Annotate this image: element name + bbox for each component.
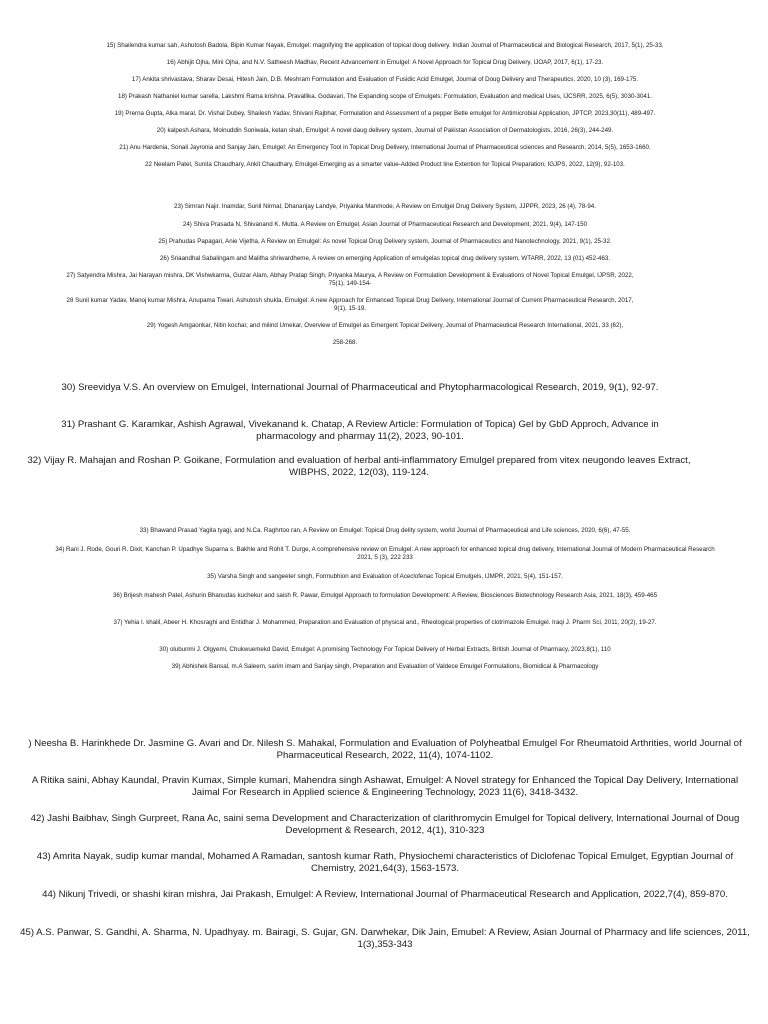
reference-16: 16) Abhijit Ojha, Mini Ojha, and N.V. Satheesh Madhav, Recent Advancement in Emulgel: A Novel Approach for Topical Drug Delivery, IJOAP, 2017, 6(1), 17-23.: [166, 59, 604, 66]
reference-26: 26) Sriaandhal Sabalingam and Malitha shriwardheme, A review on emerging Application of emulgelas topical drug delivery system, WTARR, 2022, 13 (01) 452-463.: [159, 255, 611, 262]
reference-39: 39) Abhishek Bansal, m.A Saleem, sarim imam and Sanjay singh, Preparation and Evaluation of Valdece Emulgel Formulations, Biomidical & Pharmacology: [171, 663, 599, 670]
reference-27: 27) Satyendra Mishra, Jai Narayan mishra, DK Vishwkarma, Gulzar Alam, Abhay Pratap Singh, Priyanka Maurya, A Review on Formulation Development & Evaluations of Novel Topical Emulgel, IJPSR, 2022, 75(1), 149-154-: [66, 272, 634, 287]
reference-25: 25) Prahudas Papagari, Anie Vijetha, A Review on Emulgel: As novel Topical Drug Delivery system, Journal of Pharmaceutics and Nanotechnology, 2021, 9(1), 25-32.: [158, 238, 612, 245]
reference-40: ) Neesha B. Harinkhede Dr. Jasmine G. Avari and Dr. Nilesh S. Mahakal, Formulation and Evaluation of Polyheatbal Emulgel For Rheumatoid Arthrities, world Journal of Pharmaceutical Research, 2022, 11(4), 1074-1102.: [28, 738, 742, 761]
reference-20: 20) kalpesh Ashara, Moinuddin Soniwala, ketan shah, Emulgel: A novel daug delivery system, Journal of Pakistan Association of Dermatologists, 2016, 26(3), 244-249.: [156, 127, 614, 134]
reference-35: 35) Varsha Singh and sangeeter singh, Formubhion and Evaluation of Aceclofenac Topical Emulgels, IJMPR, 2021, 5(4), 151-157.: [207, 573, 563, 580]
reference-45: 45) A.S. Panwar, S. Gandhi, A. Sharma, N. Upadhyay. m. Bairagi, S. Gujar, GN. Darwhekar, Dik Jain, Emubel: A Review, Asian Journal of Pharmacy and life sciences, 2011, 1(3),353-343: [20, 927, 750, 950]
reference-41: A Ritika saini, Abhay Kaundal, Pravin Kumax, Simple kumari, Mahendra singh Ashawat, Emulgel: A Novel strategy for Enhanced the Topical Day Delivery, International Jaimal For Research in Applied science & Engineering Technology, 2023 11(6), 3418-3432.: [31, 775, 739, 798]
reference-18: 18) Prakash Nathaniel kumar sarella, Lakshmi Rama krishna. Pravallika. Godavari, The Expanding scope of Emulgels: Formulation, Evaluation and medical Uses, IJCSRR, 2025, 6(5), 3030-3041.: [118, 93, 652, 100]
reference-23: 23) Simran Najir. Inamdar, Sunil Nirmal, Dhananjay Landye, Priyanka Manmode, A Review on Emulgel Drug Delivery System, JJPPR, 2023, 26 (4), 78-94.: [174, 203, 596, 210]
reference-19: 19) Prerna Gupta, Alka maral, Dr. Vishal Dubey, Shailesh Yadav, Shivani Rajbhar, Formulation and Assessment of a pepper Betle emulgel for Antimicrobial Application, JPTCP, 2023,30(11), 489-497.: [114, 110, 656, 117]
reference-22: 22 Neelam Patel, Sunita Chaudhary, Ankit Chaudhary, Emulgel-Emerging as a smarter value-Added Product line Extention for Topical Preparation, IGJPS, 2022, 12(9), 92-103.: [145, 161, 625, 168]
reference-29-pages: 258-268.: [332, 339, 358, 346]
reference-37: 37) Yehia I. khalil, Abeer H. Khosraghi and Entidhar J. Mohammed, Preparation and Evaluation of physical and., Rheological properties of clotrimazole Emulgel. Iraqi J. Pharm Sci, 2011, 20(2), 19-27.: [113, 619, 657, 626]
reference-32: 32) Vijay R. Mahajan and Roshan P. Goikane, Formulation and evaluation of herbal anti-inflammatory Emulgel prepared from vitex neugondo leaves Extract, WIBPHS, 2022, 12(03), 119-124.: [27, 455, 691, 478]
reference-30: 30) Sreevidya V.S. An overview on Emulgel, International Journal of Pharmaceutical and Phytopharmacological Research, 2019, 9(1), 92-97.: [61, 382, 659, 393]
reference-28: 28 Sunil kumar Yadav, Manoj kumar Mishra, Anupama Tiwari, Ashutosh shukla, Emulgel: A new Approach for Enhanced Topical Drug Delivery, International Journal of Current Pharmaceutical Research, 2017, 9(1), 15-19.: [66, 297, 634, 312]
reference-17: 17) Ankita shrivastava, Sharav Desai, Hitesh Jain, D.B. Meshram Formulation and Evaluation of Fusidic Acid Emulgel, Journal of Doug Delivery and Therapeutics, 2020, 10 (3), 169-175.: [131, 76, 639, 83]
reference-31: 31) Prashant G. Karamkar, Ashish Agrawal, Vivekanand k. Chatap, A Review Article: Formulation of Topica) Gel by GbD Approch, Advance in pharmacology and pharmay 11(2), 2023, 90-101.: [61, 419, 659, 442]
reference-15: 15) Shailendra kumar sah, Ashutosh Badola, Bipin Kumar Nayak, Emulgel: magnifying the application of topical doug delivery. Indian Journal of Pharmaceutical and Biological Research, 2017, 5(1), 25-33.: [106, 42, 664, 49]
reference-44: 44) Nikunj Trivedi, or shashi kiran mishra, Jai Prakash, Emulgel: A Review, International Journal of Pharmaceutical Research and Application, 2022,7(4), 859-870.: [42, 889, 728, 900]
reference-21: 21) Anu Hardenia, Sonali Jayronia and Sanjay Jain, Emulgel: An Emergency Tool in Topical Drug Delivery, International Journal of Pharmaceutical sciences and Research, 2014, 5(5), 1653-1660.: [119, 144, 651, 151]
reference-38: 30) olubunmi J. Olgyemi, Chukwuemekd David, Emulgel: A promising Technology For Topical Delivery of Herbal Extracts, British Journal of Pharmacy, 2023,8(1), 110: [159, 646, 611, 653]
reference-43: 43) Amrita Nayak, sudip kumar mandal, Mohamed A Ramadan, santosh kumar Rath, Physiochemi characteristics of Diclofenac Topical Emulget, Egyptian Journal of Chemistry, 2021,64(3), 1563-1573.: [36, 851, 734, 874]
reference-34: 34) Rani J. Rode, Gouri R. Dixit, Kanchan P. Upadhye Suparna s. Bakhle and Rohit T. Durge, A comprehensive review on Emulgel: A new approach for enhanced topical drug delivery, International Journal of Modern Pharmaceutical Research 2021, 5 (3), 222 233: [55, 546, 715, 561]
reference-24: 24) Shiva Prasada N, Shivanand K. Mutta. A Review on Emulgel, Asian Journal of Pharmaceutical Research and Development, 2021, 9(4), 147-150: [182, 221, 588, 228]
reference-42: 42) Jashi Baibhav, Singh Gurpreet, Rana Ac, saini sema Development and Characterization of clarithromycin Emulgel for Topical delivery, International Journal of Doug Development & Research, 2012, 4(1), 310-323: [30, 813, 740, 836]
reference-29: 29) Yogesh Amgaonkar, Nitin kochar, and milind Umekar, Overview of Emulgel as Emergent Topical Delivery, Journal of Pharmaceutical Research International, 2021, 33 (62),: [146, 322, 624, 329]
reference-33: 33) Bhawand Prasad Yagita tyagi, and N.Ca. Raghrtoo ran, A Review on Emulgel: Topical Drug delity system, world Journal of Pharmaceutical and Life sciences, 2020, 6(6), 47-55.: [139, 527, 631, 534]
reference-36: 36) Brijesh mahesh Patel, Ashurin Bhanudas kuchekur and saish R. Pawar, Emulgel Approach to formulation Development: A Review, Biosciences Biotechnology Research Asia, 2021, 18(3), 459-465: [112, 592, 658, 599]
